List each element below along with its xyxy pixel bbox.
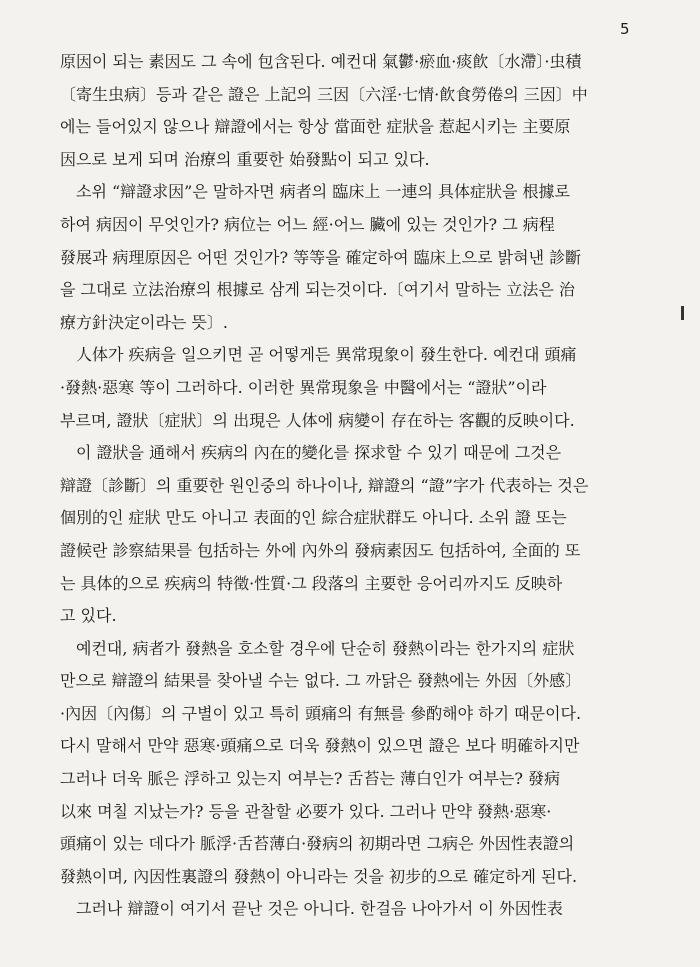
text-line: 人体가 疾病을 일으키면 곧 어떻게든 異常現象이 發生한다. 예컨대 頭痛 [76, 345, 577, 365]
paragraph-2 [60, 182, 652, 202]
paragraph-3-cont [60, 378, 652, 431]
text-line: 療方針決定이라는 뜻〕. [60, 312, 228, 332]
text-line: ·發熱·惡寒 等이 그러하다. 이러한 異常現象을 中醫에서는 “證狀”이라 [60, 377, 547, 397]
paragraph-2-cont [60, 215, 652, 333]
paragraph-3 [60, 345, 652, 365]
text-line: 原因이 되는 素因도 그 속에 包含된다. 예컨대 氣鬱·瘀血·痰飮〔水滯〕·虫積 [60, 52, 582, 71]
text-line: 頭痛이 있는 데다가 脈浮·舌苔薄白·發病의 初期라면 그病은 外因性表證의 [60, 834, 575, 854]
margin-mark [681, 306, 684, 320]
text-line: 에는 들어있지 않으나 辯證에서는 항상 當面한 症狀을 惹起시키는 主要原 [60, 117, 571, 137]
text-line: 發熱이며, 內因性裏證의 發熱이 아니라는 것을 初步的으로 確定하게 된다. [60, 866, 578, 886]
text-line: 그러나 더욱 脈은 浮하고 있는지 여부는? 舌苔는 薄白인가 여부는? 發病 [60, 769, 561, 789]
text-line: 하여 病因이 무엇인가? 病位는 어느 經·어느 臟에 있는 것인가? 그 病程 [60, 214, 555, 234]
text-line: 辯證〔診斷〕의 重要한 원인중의 하나이나, 辯證의 “證”字가 代表하는 것은 [60, 475, 589, 495]
text-line: 以來 며칠 지났는가? 등을 관찰할 必要가 있다. 그러나 만약 發熱·惡寒· [60, 801, 552, 821]
text-line: 소위 “辯證求因”은 말하자면 病者의 臨床上 一連의 具体症狀을 根據로 [76, 182, 570, 202]
text-line: 證候란 診察結果를 包括하는 外에 內外의 發病素因도 包括하여, 全面的 또 [60, 540, 581, 560]
paragraph-6 [60, 899, 652, 919]
text-line: 을 그대로 立法治療의 根據로 삼게 되는것이다.〔여기서 말하는 立法은 治 [60, 280, 575, 300]
page-number: 5 [620, 20, 630, 38]
text-line: 는 具体的으로 疾病의 特徵·性質·그 段落의 主要한 응어리까지도 反映하 [60, 573, 563, 593]
text-line: 만으로 辯證의 結果를 찾아낼 수는 없다. 그 까닭은 發熱에는 外因〔外感〕 [60, 671, 582, 691]
paragraph-1 [60, 52, 652, 170]
text-line: 因으로 보게 되며 治療의 重要한 始發點이 되고 있다. [60, 149, 430, 169]
text-line: 이 證狀을 通해서 疾病의 內在的變化를 探求할 수 있기 때문에 그것은 [76, 443, 562, 463]
paragraph-5 [60, 639, 652, 659]
text-line: 그러나 辯證이 여기서 끝난 것은 아니다. 한걸음 나아가서 이 外因性表 [76, 899, 563, 919]
text-line: ·內因〔內傷〕의 구별이 있고 특히 頭痛의 有無를 參酌해야 하기 때문이다. [60, 703, 582, 723]
text-line: 個別的인 症狀 만도 아니고 表面的인 綜合症狀群도 아니다. 소위 證 또는 [60, 508, 567, 528]
text-line: 예컨대, 病者가 發熱을 호소할 경우에 단순히 發熱이라는 한가지의 症狀 [76, 638, 575, 658]
text-line: 다시 말해서 만약 惡寒·頭痛으로 더욱 發熱이 있으면 證은 보다 明確하지만 [60, 736, 580, 756]
text-line: 고 있다. [60, 606, 117, 626]
text-line: 〔寄生虫病〕등과 같은 證은 上記의 三因〔六淫·七情·飮食勞倦의 三因〕中 [60, 84, 588, 104]
paragraph-4 [60, 443, 652, 463]
paragraph-4-cont [60, 476, 652, 626]
body-text [60, 52, 652, 932]
text-line: 發展과 病理原因은 어떤 것인가? 等等을 確定하여 臨床上으로 밝혀낸 診斷 [60, 247, 582, 267]
text-line: 부르며, 證狀〔症狀〕의 出現은 人体에 病變이 存在하는 客觀的反映이다. [60, 410, 575, 430]
paragraph-5-cont [60, 671, 652, 887]
